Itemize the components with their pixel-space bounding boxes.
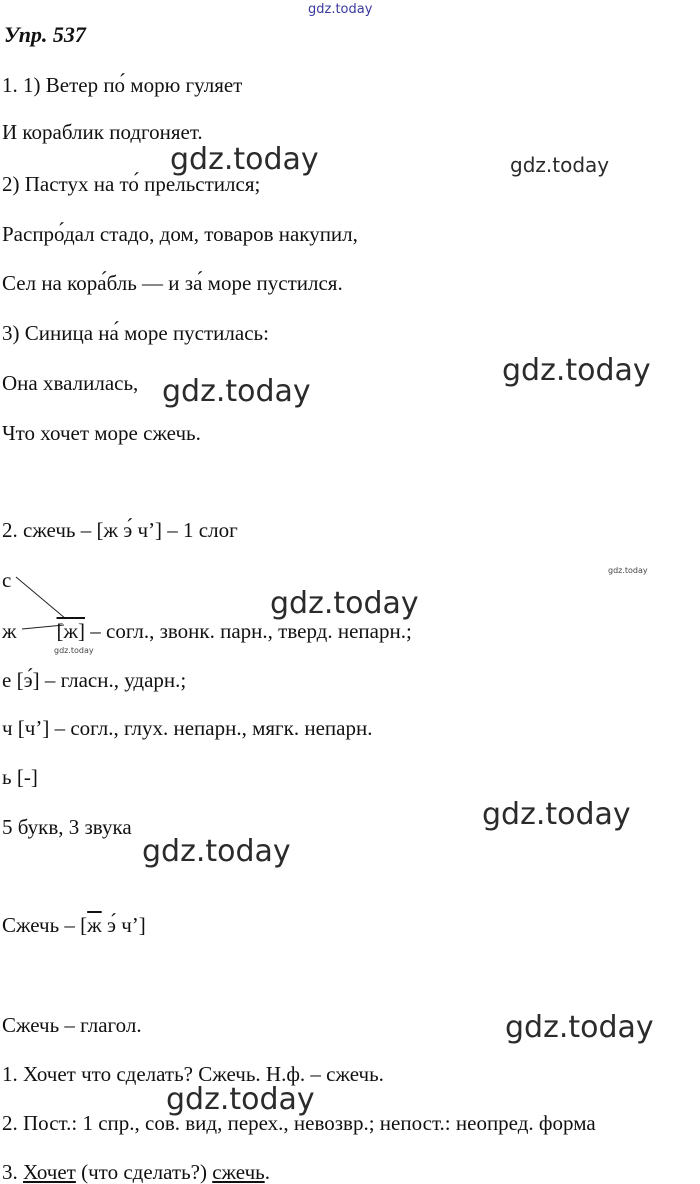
morph-line-4-question: (что сделать?) (75, 1160, 213, 1184)
poem-line-3: 2) Пастух на то́ прельстился; (2, 172, 261, 196)
watermark: gdz.today (510, 153, 610, 177)
morph-line-3: 2. Пост.: 1 спр., сов. вид, перех., невозвр.; непост.: неопред. форма (2, 1111, 596, 1135)
zh-sound: [ж] (56, 619, 86, 643)
header-watermark: gdz.today (308, 2, 373, 17)
letters-sounds-summary: 5 букв, 3 звука (2, 815, 132, 839)
watermark: gdz.today (502, 353, 651, 388)
morph-line-4-prefix: 3. (2, 1160, 23, 1184)
poem-line-7: Она хвалилась, (2, 371, 139, 395)
poem-line-4: Распро́дал стадо, дом, товаров накупил, (2, 222, 358, 246)
morph-line-4 (2, 1160, 270, 1184)
transcription-line (2, 913, 146, 937)
morph-line-4-end: . (264, 1160, 270, 1184)
letter-s: с (2, 568, 12, 592)
soft-sign-line: ь [-] (2, 765, 38, 789)
poem-line-1: 1. 1) Ветер по́ морю гуляет (2, 73, 243, 97)
watermark: gdz.today (166, 1082, 315, 1117)
morph-line-2: 1. Хочет что сделать? Сжечь. Н.ф. – сжечь. (2, 1062, 384, 1086)
e-analysis-line: е [э́] – гласн., ударн.; (2, 668, 187, 692)
phonetic-heading: 2. сжечь – [ж э́ ч’] – 1 слог (2, 518, 238, 542)
transcription-prefix: Сжечь – [ (2, 913, 88, 937)
watermark: gdz.today (170, 142, 319, 177)
morph-word-object: сжечь (212, 1160, 265, 1184)
poem-line-2: И кораблик подгоняет. (2, 120, 203, 144)
watermark: gdz.today (505, 1010, 654, 1045)
poem-line-6: 3) Синица на́ море пустилась: (2, 321, 269, 345)
morph-line-1: Сжечь – глагол. (2, 1013, 142, 1037)
watermark: gdz.today (608, 566, 648, 575)
poem-line-5: Сел на кора́бль — и за́ море пустился. (2, 271, 343, 295)
exercise-title: Упр. 537 (4, 22, 86, 47)
poem-line-8: Что хочет море сжечь. (2, 421, 201, 445)
watermark: gdz.today (54, 646, 94, 655)
zh-description: – согл., звонк. парн., тверд. непарн.; (85, 619, 412, 643)
letter-zh: ж (2, 619, 17, 643)
ch-analysis-line: ч [ч’] – согл., глух. непарн., мягк. непарн. (2, 716, 373, 740)
watermark: gdz.today (270, 586, 419, 621)
transcription-suffix: э́ ч’] (101, 913, 146, 937)
watermark: gdz.today (162, 374, 311, 409)
morph-word-predicate: Хочет (23, 1160, 76, 1184)
transcription-zh: ж (87, 913, 102, 937)
watermark: gdz.today (142, 834, 291, 869)
zh-analysis-line (2, 619, 412, 643)
watermark: gdz.today (482, 797, 631, 832)
